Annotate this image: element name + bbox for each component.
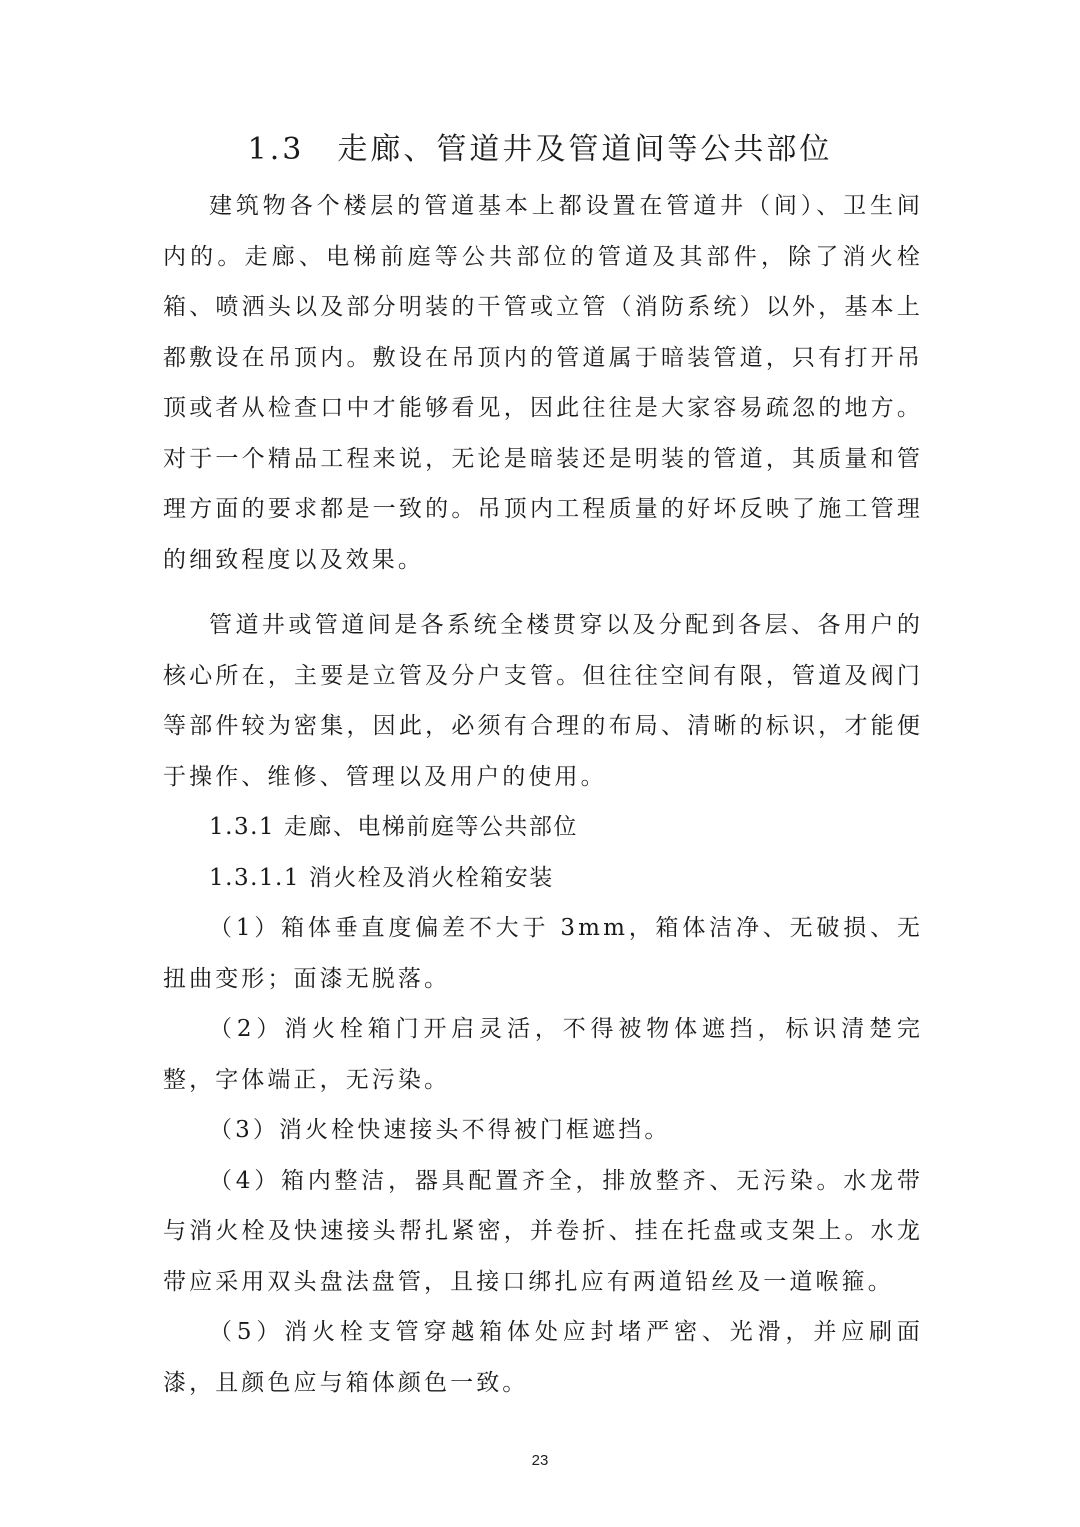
list-item: （3）消火栓快速接头不得被门框遮挡。	[209, 1117, 671, 1143]
list-item: （1）箱体垂直度偏差不大于 3mm，箱体洁净、无破损、无扭曲变形；面漆无脱落。	[163, 915, 923, 992]
paragraph-pipe-shaft: 管道井或管道间是各系统全楼贯穿以及分配到各层、各用户的核心所在，主要是立管及分户支管。但往往空间有限，管道及阀门等部件较为密集，因此，必须有合理的布局、清晰的标识，才能便于操作、维修、管理以及用户的使用。	[163, 612, 923, 790]
list-item: （5）消火栓支管穿越箱体处应封堵严密、光滑，并应刷面漆，且颜色应与箱体颜色一致。	[163, 1319, 923, 1396]
paragraph-intro: 建筑物各个楼层的管道基本上都设置在管道井（间）、卫生间内的。走廊、电梯前庭等公共部位的管道及其部件，除了消火栓箱、喷洒头以及部分明装的干管或立管（消防系统）以外，基本上都敷设在吊顶内。敷设在吊顶内的管道属于暗装管道，只有打开吊顶或者从检查口中才能够看见，因此往往是大家容易疏忽的地方。对于一个精品工程来说，无论是暗装还是明装的管道，其质量和管理方面的要求都是一致的。吊顶内工程质量的好坏反映了施工管理的细致程度以及效果。	[163, 193, 923, 573]
subsubsection-heading: 1.3.1.1 消火栓及消火栓箱安装	[209, 864, 554, 891]
list-item: （4）箱内整洁，器具配置齐全，排放整齐、无污染。水龙带与消火栓及快速接头帮扎紧密，并卷折、挂在托盘或支架上。水龙带应采用双头盘法盘管，且接口绑扎应有两道铅丝及一道喉箍。	[163, 1167, 923, 1295]
section-title: 1.3 走廊、管道井及管道间等公共部位	[247, 132, 833, 167]
subsection-heading: 1.3.1 走廊、电梯前庭等公共部位	[209, 814, 578, 840]
list-item: （2）消火栓箱门开启灵活，不得被物体遮挡，标识清楚完整，字体端正，无污染。	[163, 1016, 923, 1093]
body-content	[163, 181, 923, 1408]
page-number: 23	[531, 1452, 549, 1469]
